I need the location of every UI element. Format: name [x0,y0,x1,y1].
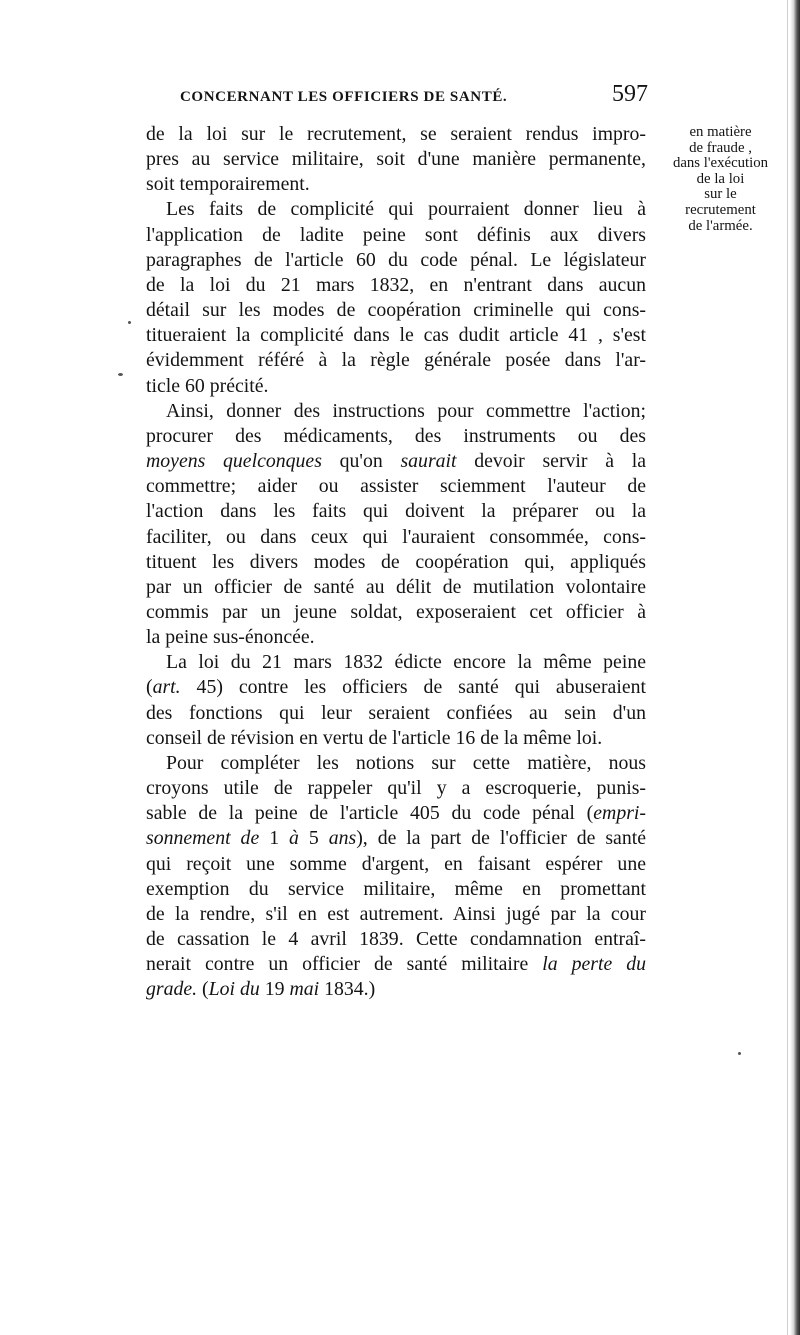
inline-text: ( [146,676,153,699]
text-line: des fonctions qui leur seraient confiées au sein d'un [146,701,646,724]
text-line [146,826,646,851]
margin-note-line: de la loi [696,170,745,187]
text-line: de la loi sur le recrutement, se seraient rendus impro- [146,123,646,145]
italic-text: grade. [146,978,198,1001]
text-line: commis par un jeune soldat, exposeraient cet officier à [146,600,646,623]
margin-note-line: sur le [704,186,737,203]
margin-note-line: recrutement [685,201,756,218]
text-line: de la loi du 21 mars 1832, en n'entrant dans aucun [146,273,646,296]
text-line: paragraphes de l'article 60 du code pénal. Le législateur [146,248,646,271]
text-line: soit temporairement. [146,173,310,196]
text-line: ticle 60 précité. [146,374,269,397]
text-line: croyons utile de rappeler qu'il y a escroquerie, punis- [146,777,646,800]
text-line: de cassation le 4 avril 1839. Cette condamnation entraî- [146,928,646,950]
text-line: procurer des médicaments, des instruments ou des [146,424,646,447]
text-line: commettre; aider ou assister sciemment l'auteur de [146,475,646,498]
italic-text: la perte du [542,953,646,976]
text-line: de la rendre, s'il en est autrement. Ainsi jugé par la cour [146,902,646,925]
text-line [146,675,646,700]
scan-speck [118,373,123,376]
inline-text: ), de la part de l'officier de santé [356,827,646,850]
text-line [146,952,646,977]
running-head [180,81,648,107]
text-line: l'action dans les faits qui doivent la préparer ou la [146,500,646,523]
text-line [146,449,646,474]
margin-note-line: de l'armée. [688,217,753,234]
text-line: faciliter, ou dans ceux qui l'auraient consommée, cons- [146,525,646,548]
margin-note-line: dans l'exécution [672,155,769,172]
text-line: Pour compléter les notions sur cette matière, nous [166,751,646,774]
italic-text: mai [289,978,320,1001]
italic-text: sonnement de [146,827,260,850]
inline-text: 19 [259,978,290,1001]
text-line: l'application de ladite peine sont définis aux divers [146,223,646,246]
text-line: évidemment référé à la règle générale posée dans l'ar- [146,349,646,372]
italic-text: saurait [400,450,457,473]
italic-text: moyens quelconques [146,450,322,473]
scan-speck [128,321,131,324]
inline-text: sable de la peine de l'article 405 du code pénal ( [146,802,594,825]
text-line [146,977,646,1002]
inline-text: devoir servir à la [456,450,646,473]
text-line: titueraient la complicité dans le cas dudit article 41 , s'est [146,324,646,347]
text-line: détail sur les modes de coopération criminelle qui cons- [146,299,646,322]
running-title: CONCERNANT LES OFFICIERS DE SANTÉ. [180,89,508,105]
inline-text: ( [197,978,209,1001]
text-line [146,801,646,826]
inline-text: 1834.) [319,978,376,1001]
text-line: tituent les divers modes de coopération qui, appliqués [146,550,646,573]
italic-text: à [289,827,299,850]
text-line: conseil de révision en vertu de l'article 16 de la même loi. [146,726,603,749]
text-line: Les faits de complicité qui pourraient donner lieu à [166,198,646,221]
italic-text: ans [328,827,357,850]
text-line: La loi du 21 mars 1832 édicte encore la même peine [166,651,646,674]
text-line: qui reçoit une somme d'argent, en faisant espérer une [146,852,646,875]
inline-text: nerait contre un officier de santé militaire [146,953,543,976]
inline-text: qu'on [321,450,401,473]
text-line: Ainsi, donner des instructions pour commettre l'action; [166,399,646,422]
text-line: par un officier de santé au délit de mutilation volontaire [146,575,646,598]
margin-note-line: de fraude , [689,139,752,156]
inline-text: 45) contre les officiers de santé qui abuseraient [180,676,646,699]
text-line: la peine sus-énoncée. [146,626,315,649]
body-text [146,122,646,1002]
text-line: pres au service militaire, soit d'une manière permanente, [146,148,646,171]
inline-text: 1 [259,827,290,850]
text-line: exemption du service militaire, même en promettant [146,877,646,900]
inline-text: 5 [298,827,329,850]
page-number: 597 [612,81,648,107]
margin-note-line: en matière [689,124,752,140]
margin-note [648,125,793,234]
scan-speck [738,1052,741,1055]
italic-text: empri- [593,802,646,825]
italic-text: art. [152,676,181,699]
italic-text: Loi du [208,978,260,1001]
